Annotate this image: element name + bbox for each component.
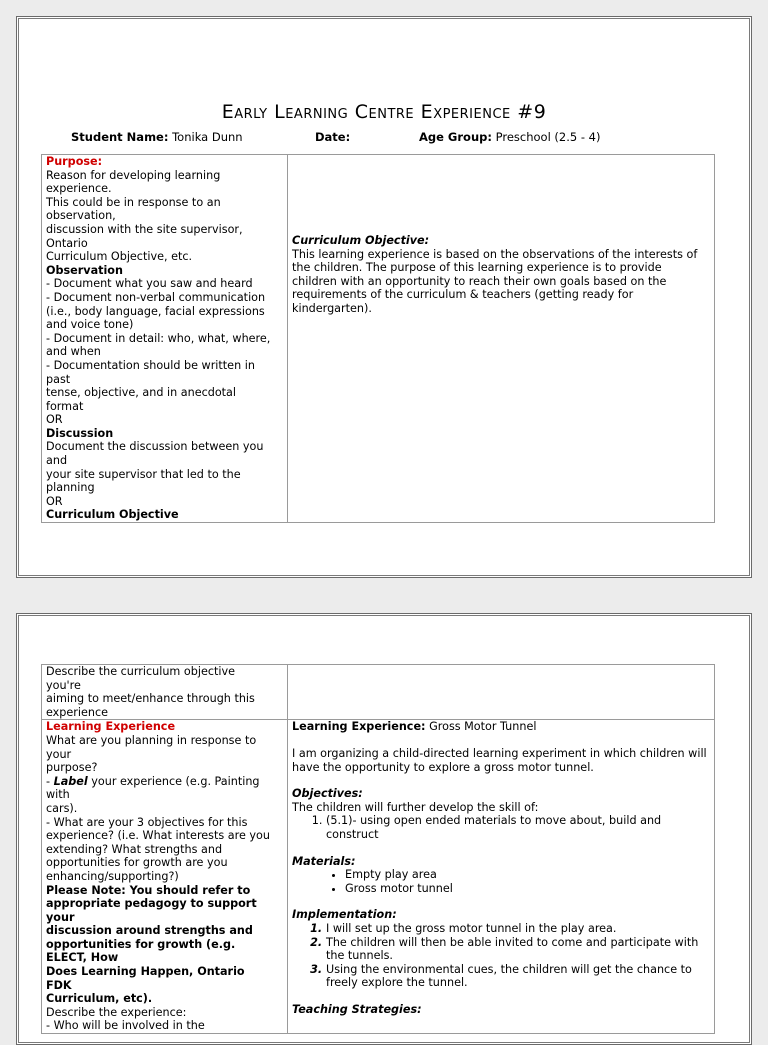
guidance-line: - Document what you saw and heard — [46, 277, 253, 291]
learning-experience-table — [41, 664, 715, 1034]
materials-list — [292, 868, 710, 895]
learning-experience-guidance-cell — [42, 720, 288, 1034]
objectives-intro: The children will further develop the skill of: — [292, 800, 539, 814]
label-rest: your experience (e.g. Painting — [87, 774, 260, 788]
material-item: • Empty play area — [345, 868, 710, 882]
guidance-line: with — [46, 788, 70, 802]
implementation-list — [292, 922, 710, 990]
date-label: Date: — [315, 130, 351, 144]
guidance-line: Describe the experience: — [46, 1005, 187, 1019]
objectives-list — [292, 814, 710, 841]
observation-heading: Observation — [46, 263, 123, 277]
guidance-line: tense, objective, and in anecdotal — [46, 386, 237, 400]
objective-item: 1. (5.1)- using open ended materials to move about, build and construct — [326, 814, 710, 841]
note-line: FDK — [46, 978, 72, 992]
purpose-guidance-cell — [42, 155, 288, 523]
guidance-line: experience? (i.e. What interests are you — [46, 829, 270, 843]
age-group-value: Preschool (2.5 - 4) — [495, 130, 601, 144]
guidance-line: discussion with the site supervisor, — [46, 222, 243, 236]
label-word: Label — [53, 774, 88, 788]
implementation-step: 1. I will set up the gross motor tunnel in the play area. — [326, 922, 710, 936]
student-info-row — [17, 130, 751, 146]
note-line: ELECT, How — [46, 951, 119, 965]
guidance-line: format — [46, 399, 84, 413]
guidance-line: Reason for developing learning — [46, 168, 221, 182]
guidance-line: What are you planning in response to — [46, 733, 257, 747]
guidance-line: opportunities for growth are you — [46, 856, 228, 870]
guidance-line: experience. — [46, 182, 112, 196]
note-line: your — [46, 910, 75, 924]
label-guidance-line — [46, 775, 283, 789]
learning-experience-answer-cell — [288, 720, 715, 1034]
guidance-line: - Documentation should be written in — [46, 358, 255, 372]
guidance-line: Curriculum Objective, etc. — [46, 250, 193, 264]
guidance-line: Document the discussion between you — [46, 440, 264, 454]
document-page-2 — [16, 613, 752, 1045]
implementation-heading: Implementation: — [292, 908, 397, 922]
guidance-line: past — [46, 372, 71, 386]
guidance-line: and — [46, 454, 68, 468]
student-name-value: Tonika Dunn — [172, 130, 243, 144]
curriculum-continuation-answer-cell — [288, 665, 715, 720]
teaching-strategies-heading: Teaching Strategies: — [292, 1002, 422, 1016]
curriculum-objective-answer-cell — [288, 155, 715, 523]
guidance-line: This could be in response to an — [46, 195, 221, 209]
guidance-line: (i.e., body language, facial expressions — [46, 304, 265, 318]
note-line: discussion around strengths and — [46, 924, 253, 938]
guidance-line: purpose? — [46, 761, 98, 775]
age-group — [419, 130, 600, 144]
curriculum-continuation-cell — [42, 665, 288, 720]
age-group-label: Age Group: — [419, 130, 492, 144]
guidance-line: - Who will be involved in the — [46, 1019, 205, 1033]
guidance-line: Ontario — [46, 236, 88, 250]
implementation-step: 3. Using the environmental cues, the children will get the chance to freely explore the tunnel. — [326, 963, 710, 990]
learning-experience-title — [292, 720, 710, 734]
materials-heading: Materials: — [292, 854, 356, 868]
guidance-line: cars). — [46, 801, 78, 815]
material-item: • Gross motor tunnel — [345, 882, 710, 896]
guidance-line: enhancing/supporting?) — [46, 869, 179, 883]
discussion-heading: Discussion — [46, 426, 114, 440]
guidance-line: Describe the curriculum objective — [46, 665, 235, 678]
guidance-line: planning — [46, 481, 95, 495]
page-title: Early Learning Centre Experience #9 — [221, 101, 547, 123]
note-line: appropriate pedagogy to support — [46, 897, 257, 911]
purpose-table — [41, 154, 715, 523]
document-page-1 — [16, 16, 752, 578]
note-line: Does Learning Happen, Ontario — [46, 965, 245, 979]
student-name-label: Student Name: — [71, 130, 169, 144]
guidance-line: OR — [46, 494, 63, 508]
guidance-line: observation, — [46, 209, 116, 223]
intro-paragraph: I am organizing a child-directed learning experiment in which children will have the opportunity to explore a gross motor tunnel. — [292, 746, 707, 774]
guidance-line: and voice tone) — [46, 318, 134, 332]
note-line: Please Note: You should refer to — [46, 883, 251, 897]
guidance-line: - What are your 3 objectives for this — [46, 815, 248, 829]
purpose-heading: Purpose: — [46, 155, 103, 168]
guidance-line: your site supervisor that led to the — [46, 467, 241, 481]
learning-experience-heading: Learning Experience — [46, 720, 176, 734]
guidance-line: your — [46, 747, 72, 761]
guidance-line: aiming to meet/enhance through this — [46, 692, 255, 706]
learning-experience-value: Gross Motor Tunnel — [429, 720, 537, 734]
guidance-line: extending? What strengths and — [46, 842, 223, 856]
guidance-line: experience — [46, 705, 109, 719]
guidance-line: OR — [46, 413, 63, 427]
guidance-line: you're — [46, 678, 81, 692]
learning-experience-label: Learning Experience: — [292, 720, 426, 734]
curriculum-objective-heading: Curriculum Objective — [46, 508, 179, 522]
implementation-step: 2. The children will then be able invited to come and participate with the tunnels. — [326, 936, 710, 963]
note-line: opportunities for growth (e.g. — [46, 937, 236, 951]
guidance-line: - Document in detail: who, what, where, — [46, 331, 271, 345]
guidance-line: and when — [46, 345, 101, 359]
label-prefix: - — [46, 774, 54, 788]
objectives-heading: Objectives: — [292, 787, 363, 801]
student-name — [71, 130, 243, 144]
note-line: Curriculum, etc). — [46, 992, 153, 1006]
curriculum-objective-text: This learning experience is based on the observations of the interests of the children. The purpose of this learning experience is to provide children with an opportunity to reach their own goals based on the requirements of the curriculum & teachers (getting ready for kindergarten). — [292, 247, 698, 315]
guidance-line: - Document non-verbal communication — [46, 290, 266, 304]
curriculum-objective-label: Curriculum Objective: — [292, 234, 430, 247]
